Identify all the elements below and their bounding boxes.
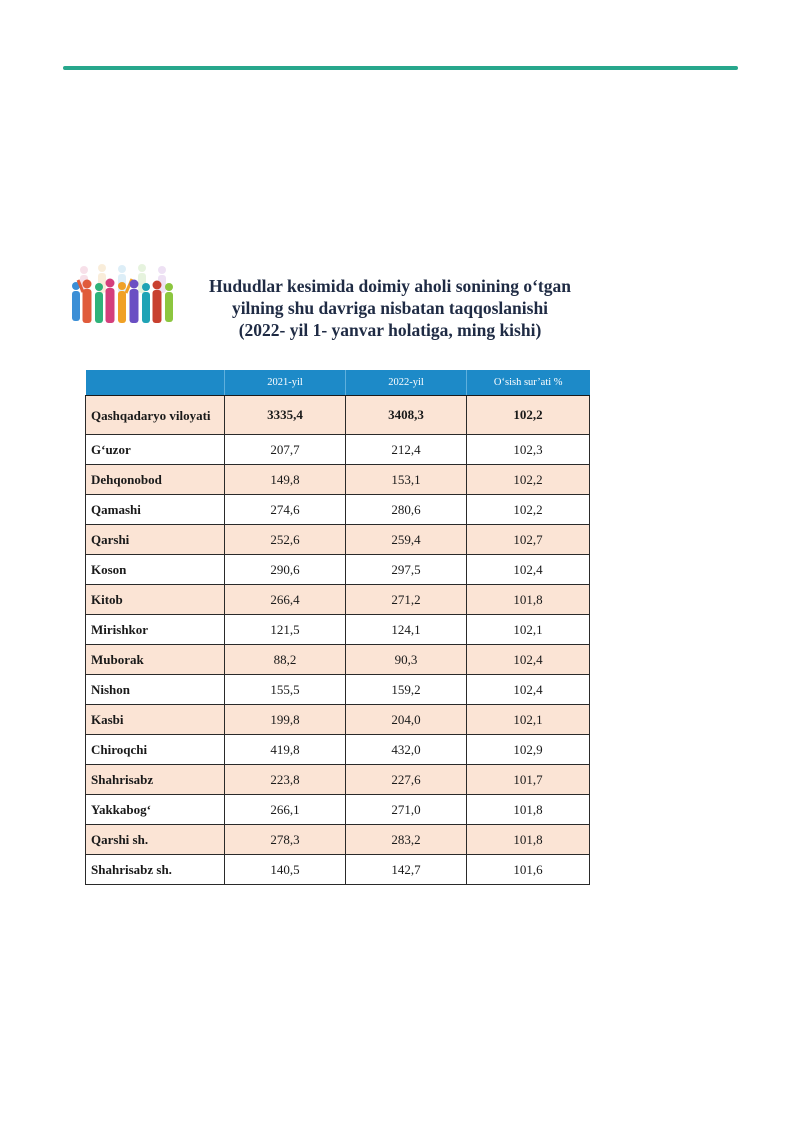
region-name-cell: Chiroqchi xyxy=(86,735,225,765)
value-2021-cell: 149,8 xyxy=(225,465,346,495)
region-name-cell: Qashqadaryo viloyati xyxy=(86,396,225,435)
region-name-cell: Qarshi sh. xyxy=(86,825,225,855)
region-name-cell: Dehqonobod xyxy=(86,465,225,495)
value-2021-cell: 419,8 xyxy=(225,735,346,765)
table-row xyxy=(86,705,590,735)
value-2022-cell: 3408,3 xyxy=(346,396,467,435)
region-name-cell: Muborak xyxy=(86,645,225,675)
value-2021-cell: 155,5 xyxy=(225,675,346,705)
value-2021-cell: 140,5 xyxy=(225,855,346,885)
title-line-3: (2022- yil 1- yanvar holatiga, ming kishi) xyxy=(238,320,542,340)
value-2021-cell: 121,5 xyxy=(225,615,346,645)
table-header-row xyxy=(86,370,590,396)
value-2022-cell: 283,2 xyxy=(346,825,467,855)
value-2022-cell: 153,1 xyxy=(346,465,467,495)
value-2021-cell: 207,7 xyxy=(225,435,346,465)
growth-cell: 102,4 xyxy=(467,675,590,705)
growth-cell: 102,4 xyxy=(467,645,590,675)
top-divider xyxy=(63,66,738,70)
value-2021-cell: 252,6 xyxy=(225,525,346,555)
header-growth: O‘sish sur’ati % xyxy=(467,370,590,396)
people-crowd-illustration xyxy=(70,262,176,332)
growth-cell: 101,8 xyxy=(467,825,590,855)
table-total-row xyxy=(86,396,590,435)
value-2022-cell: 432,0 xyxy=(346,735,467,765)
value-2021-cell: 266,4 xyxy=(225,585,346,615)
value-2021-cell: 278,3 xyxy=(225,825,346,855)
region-name-cell: Shahrisabz xyxy=(86,765,225,795)
growth-cell: 102,1 xyxy=(467,615,590,645)
table-row xyxy=(86,855,590,885)
value-2022-cell: 271,0 xyxy=(346,795,467,825)
growth-cell: 102,1 xyxy=(467,705,590,735)
table-row xyxy=(86,555,590,585)
value-2022-cell: 212,4 xyxy=(346,435,467,465)
growth-cell: 101,7 xyxy=(467,765,590,795)
region-name-cell: Qarshi xyxy=(86,525,225,555)
growth-cell: 102,3 xyxy=(467,435,590,465)
growth-cell: 102,2 xyxy=(467,465,590,495)
table-row xyxy=(86,495,590,525)
growth-cell: 101,8 xyxy=(467,795,590,825)
value-2022-cell: 297,5 xyxy=(346,555,467,585)
value-2021-cell: 223,8 xyxy=(225,765,346,795)
value-2021-cell: 290,6 xyxy=(225,555,346,585)
page-title xyxy=(190,275,590,341)
region-name-cell: Kasbi xyxy=(86,705,225,735)
value-2022-cell: 204,0 xyxy=(346,705,467,735)
value-2022-cell: 271,2 xyxy=(346,585,467,615)
value-2022-cell: 124,1 xyxy=(346,615,467,645)
growth-cell: 102,2 xyxy=(467,396,590,435)
table-row xyxy=(86,765,590,795)
value-2022-cell: 142,7 xyxy=(346,855,467,885)
table-row xyxy=(86,825,590,855)
region-name-cell: Koson xyxy=(86,555,225,585)
table-row xyxy=(86,675,590,705)
region-name-cell: Mirishkor xyxy=(86,615,225,645)
region-name-cell: Shahrisabz sh. xyxy=(86,855,225,885)
header-2022: 2022-yil xyxy=(346,370,467,396)
region-name-cell: Yakkabog‘ xyxy=(86,795,225,825)
value-2022-cell: 259,4 xyxy=(346,525,467,555)
table-row xyxy=(86,435,590,465)
region-name-cell: Qamashi xyxy=(86,495,225,525)
table-row xyxy=(86,795,590,825)
value-2021-cell: 266,1 xyxy=(225,795,346,825)
growth-cell: 102,7 xyxy=(467,525,590,555)
growth-cell: 102,2 xyxy=(467,495,590,525)
value-2021-cell: 3335,4 xyxy=(225,396,346,435)
region-name-cell: G‘uzor xyxy=(86,435,225,465)
region-name-cell: Nishon xyxy=(86,675,225,705)
growth-cell: 101,6 xyxy=(467,855,590,885)
value-2022-cell: 90,3 xyxy=(346,645,467,675)
table-row xyxy=(86,465,590,495)
value-2022-cell: 227,6 xyxy=(346,765,467,795)
value-2021-cell: 199,8 xyxy=(225,705,346,735)
table-row xyxy=(86,585,590,615)
growth-cell: 102,4 xyxy=(467,555,590,585)
growth-cell: 102,9 xyxy=(467,735,590,765)
table-row xyxy=(86,645,590,675)
header-2021: 2021-yil xyxy=(225,370,346,396)
value-2021-cell: 274,6 xyxy=(225,495,346,525)
value-2022-cell: 280,6 xyxy=(346,495,467,525)
header-region xyxy=(86,370,225,396)
value-2022-cell: 159,2 xyxy=(346,675,467,705)
population-table xyxy=(85,370,590,885)
table-row xyxy=(86,735,590,765)
title-line-2: yilning shu davriga nisbatan taqqoslanishi xyxy=(231,298,549,318)
value-2021-cell: 88,2 xyxy=(225,645,346,675)
table-row xyxy=(86,615,590,645)
title-line-1: Hududlar kesimida doimiy aholi sonining o‘tgan xyxy=(209,276,571,296)
region-name-cell: Kitob xyxy=(86,585,225,615)
table-row xyxy=(86,525,590,555)
growth-cell: 101,8 xyxy=(467,585,590,615)
